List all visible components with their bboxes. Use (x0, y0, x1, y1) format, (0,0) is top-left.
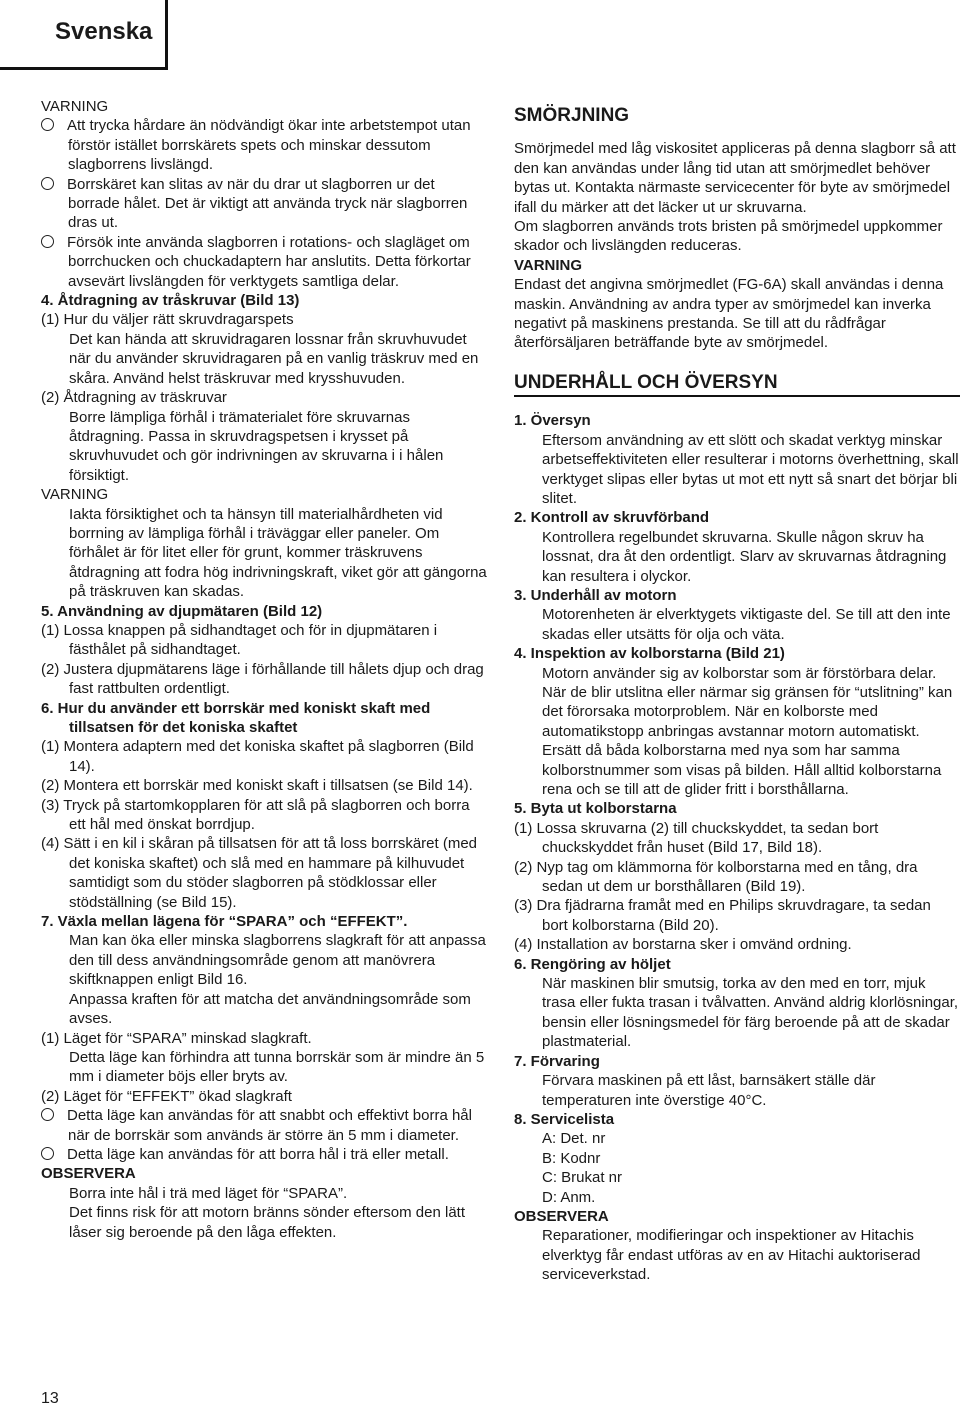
note-heading: OBSERVERA (41, 1165, 136, 1183)
section-title: 5. Byta ut kolborstarna (514, 800, 677, 818)
subsection-title: (1) Hur du väljer rätt skruvdragarspets (41, 311, 294, 329)
paragraph: Om slagborren används trots bristen på smörjmedel uppkommer skador och livslängden reduceras. (514, 218, 943, 255)
list-item: (4) Installation av borstarna sker i omvänd ordning. (514, 936, 852, 954)
section-title: 4. Inspektion av kolborstarna (Bild 21) (514, 645, 785, 663)
circle-bullet-icon (41, 118, 54, 131)
paragraph: Motorn använder sig av kolborstar som är förstörbara delar. När de blir utslitna eller närmar sig gränsen för “utslitning” kan det förorsaka motorproblem. När en kolborste med automatikstopp anbringas avstannar motorn automatiskt. Ersätt då båda kolborstarna med nya som har samma kolborstnummer som visas på bilden. Håll alltid kolborstarna rena och se till att de glider fritt i borsthållarna. (542, 664, 953, 798)
section-title: 2. Kontroll av skruvförband (514, 509, 710, 527)
circle-bullet-icon (41, 177, 54, 190)
section-title: 1. Översyn (514, 412, 591, 430)
subsection-title: (1) Läget för “SPARA” minskad slagkraft. (41, 1029, 312, 1047)
warning-heading: VARNING (41, 98, 109, 115)
bullet-item: Detta läge kan användas för att snabbt och effektivt borra hål när de borrskär som används är större än 5 mm i diameter. (41, 1106, 488, 1145)
list-item: A: Det. nr (542, 1130, 606, 1148)
bullet-item: Detta läge kan användas för att borra hål i trä eller metall. (41, 1145, 488, 1164)
bullet-item: Att trycka hårdare än nödvändigt ökar inte arbetstempot utan förstör istället borrskärets spets och minskar dessutom slagborrens livslängd. (41, 116, 488, 174)
list-item: C: Brukat nr (542, 1169, 623, 1187)
paragraph: Borra inte hål i trä med läget för “SPARA”. (69, 1184, 348, 1202)
circle-bullet-icon (41, 1147, 54, 1160)
paragraph: Motorenheten är elverktygets viktigaste del. Se till att den inte skadas eller utsätts för olja och väta. (542, 606, 951, 643)
paragraph: Kontrollera regelbundet skruvarna. Skulle någon skruv ha lossnat, dra åt den ordentligt. Slarv av skruvarnas åtdragning kan resultera i olyckor. (542, 528, 947, 585)
list-item: (1) Lossa skruvarna (2) till chuckskyddet, ta sedan bort chuckskyddet från huset (Bild 17, Bild 18). (514, 819, 879, 857)
paragraph: När maskinen blir smutsig, torka av den med en torr, mjuk trasa eller fukta trasan i tvålvatten. Använd aldrig klorlösningar, bensin eller lösningsmedel för färg beroende på att de skadar plastmaterial. (542, 975, 959, 1051)
circle-bullet-icon (41, 1108, 54, 1121)
language-tab-label: Svenska (55, 18, 153, 45)
list-item: (4) Sätt i en kil i skåran på tillsatsen för att tå loss borrskäret (med det koniska skaftet) och slå med en hammare på kilhuvudet samtidigt som du stöder slagborren på stödklossar eller stödställning (se Bild 15). (41, 835, 478, 911)
list-item: (3) Dra fjädrarna framåt med en Philips skruvdragare, ta sedan bort kolborstarna (Bild 20). (514, 897, 931, 934)
bullet-item: Försök inte använda slagborren i rotations- och slagläget om borrchucken och chuckadaptern har anslutits. Detta förkortar avsevärt livslängden för verktygets samtliga delar. (41, 233, 488, 291)
left-column (41, 97, 488, 1242)
section-title: 6. Rengöring av höljet (514, 955, 671, 973)
list-item: (3) Tryck på startomkopplaren för att slå på slagborren och borra ett hål med önskat borrdjup. (41, 796, 470, 834)
paragraph: Endast det angivna smörjmedlet (FG-6A) skall användas i denna maskin. Användning av andra typer av smörjmedel kan inverka negativt på maskinens prestanda. Se till att du rådfrågar återförsäljaren beträffande byte av smörjmedel. (514, 276, 944, 352)
right-column (514, 106, 960, 1285)
page-number: 13 (41, 1390, 59, 1407)
circle-bullet-icon (41, 235, 54, 248)
list-item: (1) Lossa knappen på sidhandtaget och för in djupmätaren i fästhålet på sidhandtaget. (41, 621, 438, 659)
paragraph: Man kan öka eller minska slagborrens slagkraft för att anpassa den till dess användningsområde genom att manövrera skiftknappen enligt Bild 16. (69, 932, 486, 989)
paragraph: Anpassa kraften för att matcha det användningsområde som avses. (69, 990, 471, 1028)
section-title: 7. Förvaring (514, 1052, 600, 1070)
list-item: (2) Justera djupmätarens läge i förhållande till hålets djup och drag fast rattbulten ordentligt. (41, 660, 484, 698)
section-title: 3. Underhåll av motorn (514, 586, 677, 604)
paragraph: Det finns risk för att motorn bränns sönder eftersom den lätt låser sig beroende på den låga effekten. (69, 1204, 466, 1241)
bullet-item: Borrskäret kan slitas av när du drar ut slagborren ur det borrade hålet. Det är viktigt att använda tryck när slagborren dras ut. (41, 175, 488, 233)
paragraph: Borre lämpliga förhål i trämaterialet före skruvarnas åtdragning. Passa in skruvdragspetsen i krysset på skruvhuvudet och gör indrivningen av skruvarna i i hålen försiktigt. (69, 408, 444, 484)
paragraph: Detta läge kan förhindra att tunna borrskär som är mindre än 5 mm i diameter böjs eller bryts av. (69, 1048, 485, 1086)
list-item: (1) Montera adaptern med det koniska skaftet på slagborren (Bild 14). (41, 738, 474, 775)
note-heading: OBSERVERA (514, 1207, 609, 1225)
paragraph: Iakta försiktighet och ta hänsyn till materialhårdheten vid borrning av lämpliga förhål i träväggar eller paneler. Om förhålet är för litet eller för grunt, kommer träskruvens åtdragning att fodra hög indrivningskraft, viket gör att gängorna på träskruven kan skadas. (69, 505, 487, 601)
section-title: 5. Användning av djupmätaren (Bild 12) (41, 602, 323, 620)
section-title: 6. Hur du använder ett borrskär med koniskt skaft med tillsatsen för det koniska skaftet (41, 699, 431, 736)
warning-heading: VARNING (514, 256, 583, 274)
section-title: 7. Växla mellan lägena för “SPARA” och “EFFEKT”. (41, 913, 408, 931)
paragraph: Eftersom användning av ett slött och skadat verktyg minskar arbetseffektiviteten eller resulterar i motorns överhettning, skall verktyget slipas eller bytas ut mot ett nytt så snart det börjar bli slitet. (542, 431, 959, 507)
list-item: B: Kodnr (542, 1149, 601, 1167)
underhall-heading: UNDERHÅLL OCH ÖVERSYN (514, 373, 960, 397)
list-item: D: Anm. (542, 1188, 596, 1206)
section-title: 4. Åtdragning av tråskruvar (Bild 13) (41, 292, 300, 310)
paragraph: Det kan hända att skruvidragaren lossnar från skruvhuvudet när du använder skruvidragaren på en vanlig träskruv med en skåra. Använd helst träskruvar med krysshuvuden. (69, 330, 479, 387)
paragraph: Smörjmedel med låg viskositet appliceras på denna slagborr så att den kan användas under lång tid utan att smörjmedlet behöver bytas ut. Kontakta närmaste servicecenter för byte av smörjmedel ifall du märker att det läcker ut ur skruvarna. (514, 140, 956, 216)
list-item: (2) Montera ett borrskär med koniskt skaft i tillsatsen (se Bild 14). (41, 777, 473, 795)
section-title: 8. Servicelista (514, 1110, 615, 1128)
smorjning-heading: SMÖRJNING (514, 105, 630, 126)
list-item: (2) Nyp tag om klämmorna för kolborstarna med en tång, dra sedan ut dem ur borsthållaren (Bild 19). (514, 858, 918, 896)
subsection-title: (2) Åtdragning av träskruvar (41, 389, 227, 407)
paragraph: Reparationer, modifieringar och inspektioner av Hitachis elverktyg får endast utföras av en av Hitachi auktoriserad serviceverkstad. (542, 1227, 921, 1284)
warning-heading: VARNING (41, 486, 109, 504)
language-tab (0, 0, 168, 70)
subsection-title: (2) Läget för “EFFEKT” ökad slagkraft (41, 1087, 292, 1105)
paragraph: Förvara maskinen på ett låst, barnsäkert ställe där temperaturen inte överstige 40°C. (542, 1072, 876, 1109)
